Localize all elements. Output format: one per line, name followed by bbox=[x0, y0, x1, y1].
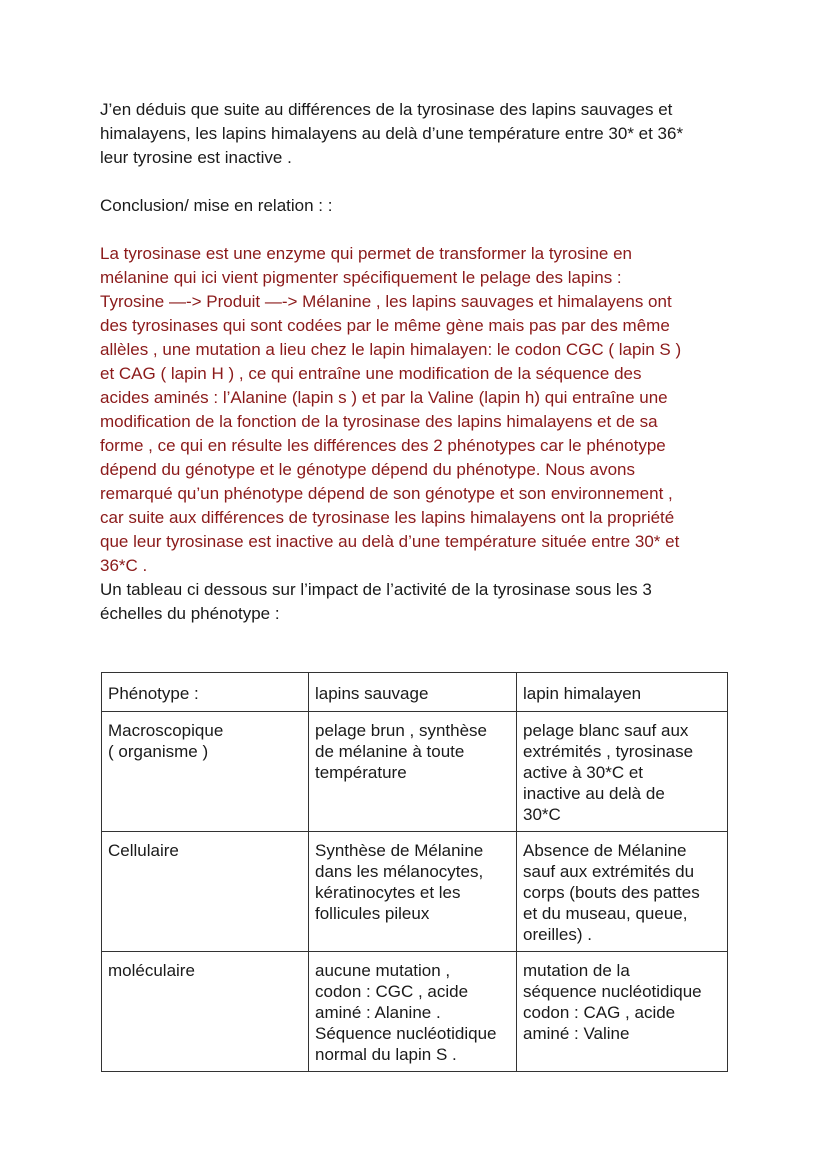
table-intro: Un tableau ci dessous sur l’impact de l’activité de la tyrosinase sous les 3 échelles du phénotype : bbox=[100, 580, 652, 623]
cell-himalayen: pelage blanc sauf aux extrémités , tyrosinase active à 30*C et inactive au delà de 30*C bbox=[517, 712, 728, 832]
row-label: Macroscopique ( organisme ) bbox=[102, 712, 309, 832]
table-row bbox=[102, 712, 728, 832]
conclusion-body: La tyrosinase est une enzyme qui permet de transformer la tyrosine en mélanine qui ici vient pigmenter spécifiquement le pelage des lapins : Tyrosine —-> Produit —-> Mélanine , les lapins sauvages et himalayens ont des tyrosinases qui sont codées par le même gène mais pas par des même allèles , une mutation a lieu chez le lapin himalayen: le codon CGC ( lapin S ) et CAG ( lapin H ) , ce qui entraîne une modification de la séquence des acides aminés : l’Alanine (lapin s ) et par la Valine (lapin h) qui entraîne une modification de la fonction de la tyrosinase des lapins himalayens et de sa forme , ce qui en résulte les différences des 2 phénotypes car le phénotype dépend du génotype et le génotype dépend du phénotype. Nous avons remarqué qu’un phénotype dépend de son génotype et son environnement , car suite aux différences de tyrosinase les lapins himalayens ont la propriété que leur tyrosinase est inactive au delà d’une température située entre 30* et 36*C . bbox=[100, 244, 682, 575]
table-row bbox=[102, 952, 728, 1072]
cell-sauvage: aucune mutation , codon : CGC , acide aminé : Alanine . Séquence nucléotidique normal du lapin S . bbox=[309, 952, 517, 1072]
cell-sauvage: Synthèse de Mélanine dans les mélanocytes, kératinocytes et les follicules pileux bbox=[309, 832, 517, 952]
conclusion-heading: Conclusion/ mise en relation : : bbox=[100, 196, 333, 215]
cell-himalayen: Absence de Mélanine sauf aux extrémités du corps (bouts des pattes et du museau, queue, oreilles) . bbox=[517, 832, 728, 952]
phenotype-table bbox=[101, 672, 728, 1072]
row-label: moléculaire bbox=[102, 952, 309, 1072]
header-cell-himalayen: lapin himalayen bbox=[517, 673, 728, 712]
cell-himalayen: mutation de la séquence nucléotidique codon : CAG , acide aminé : Valine bbox=[517, 952, 728, 1072]
table-row bbox=[102, 832, 728, 952]
cell-sauvage: pelage brun , synthèse de mélanine à toute température bbox=[309, 712, 517, 832]
row-label: Cellulaire bbox=[102, 832, 309, 952]
document-page bbox=[100, 98, 730, 626]
header-cell-phenotype: Phénotype : bbox=[102, 673, 309, 712]
intro-paragraph: J’en déduis que suite au différences de la tyrosinase des lapins sauvages et himalayens, les lapins himalayens au delà d’une température entre 30* et 36* leur tyrosine est inactive . bbox=[100, 100, 684, 167]
header-cell-sauvage: lapins sauvage bbox=[309, 673, 517, 712]
table-header-row bbox=[102, 673, 728, 712]
